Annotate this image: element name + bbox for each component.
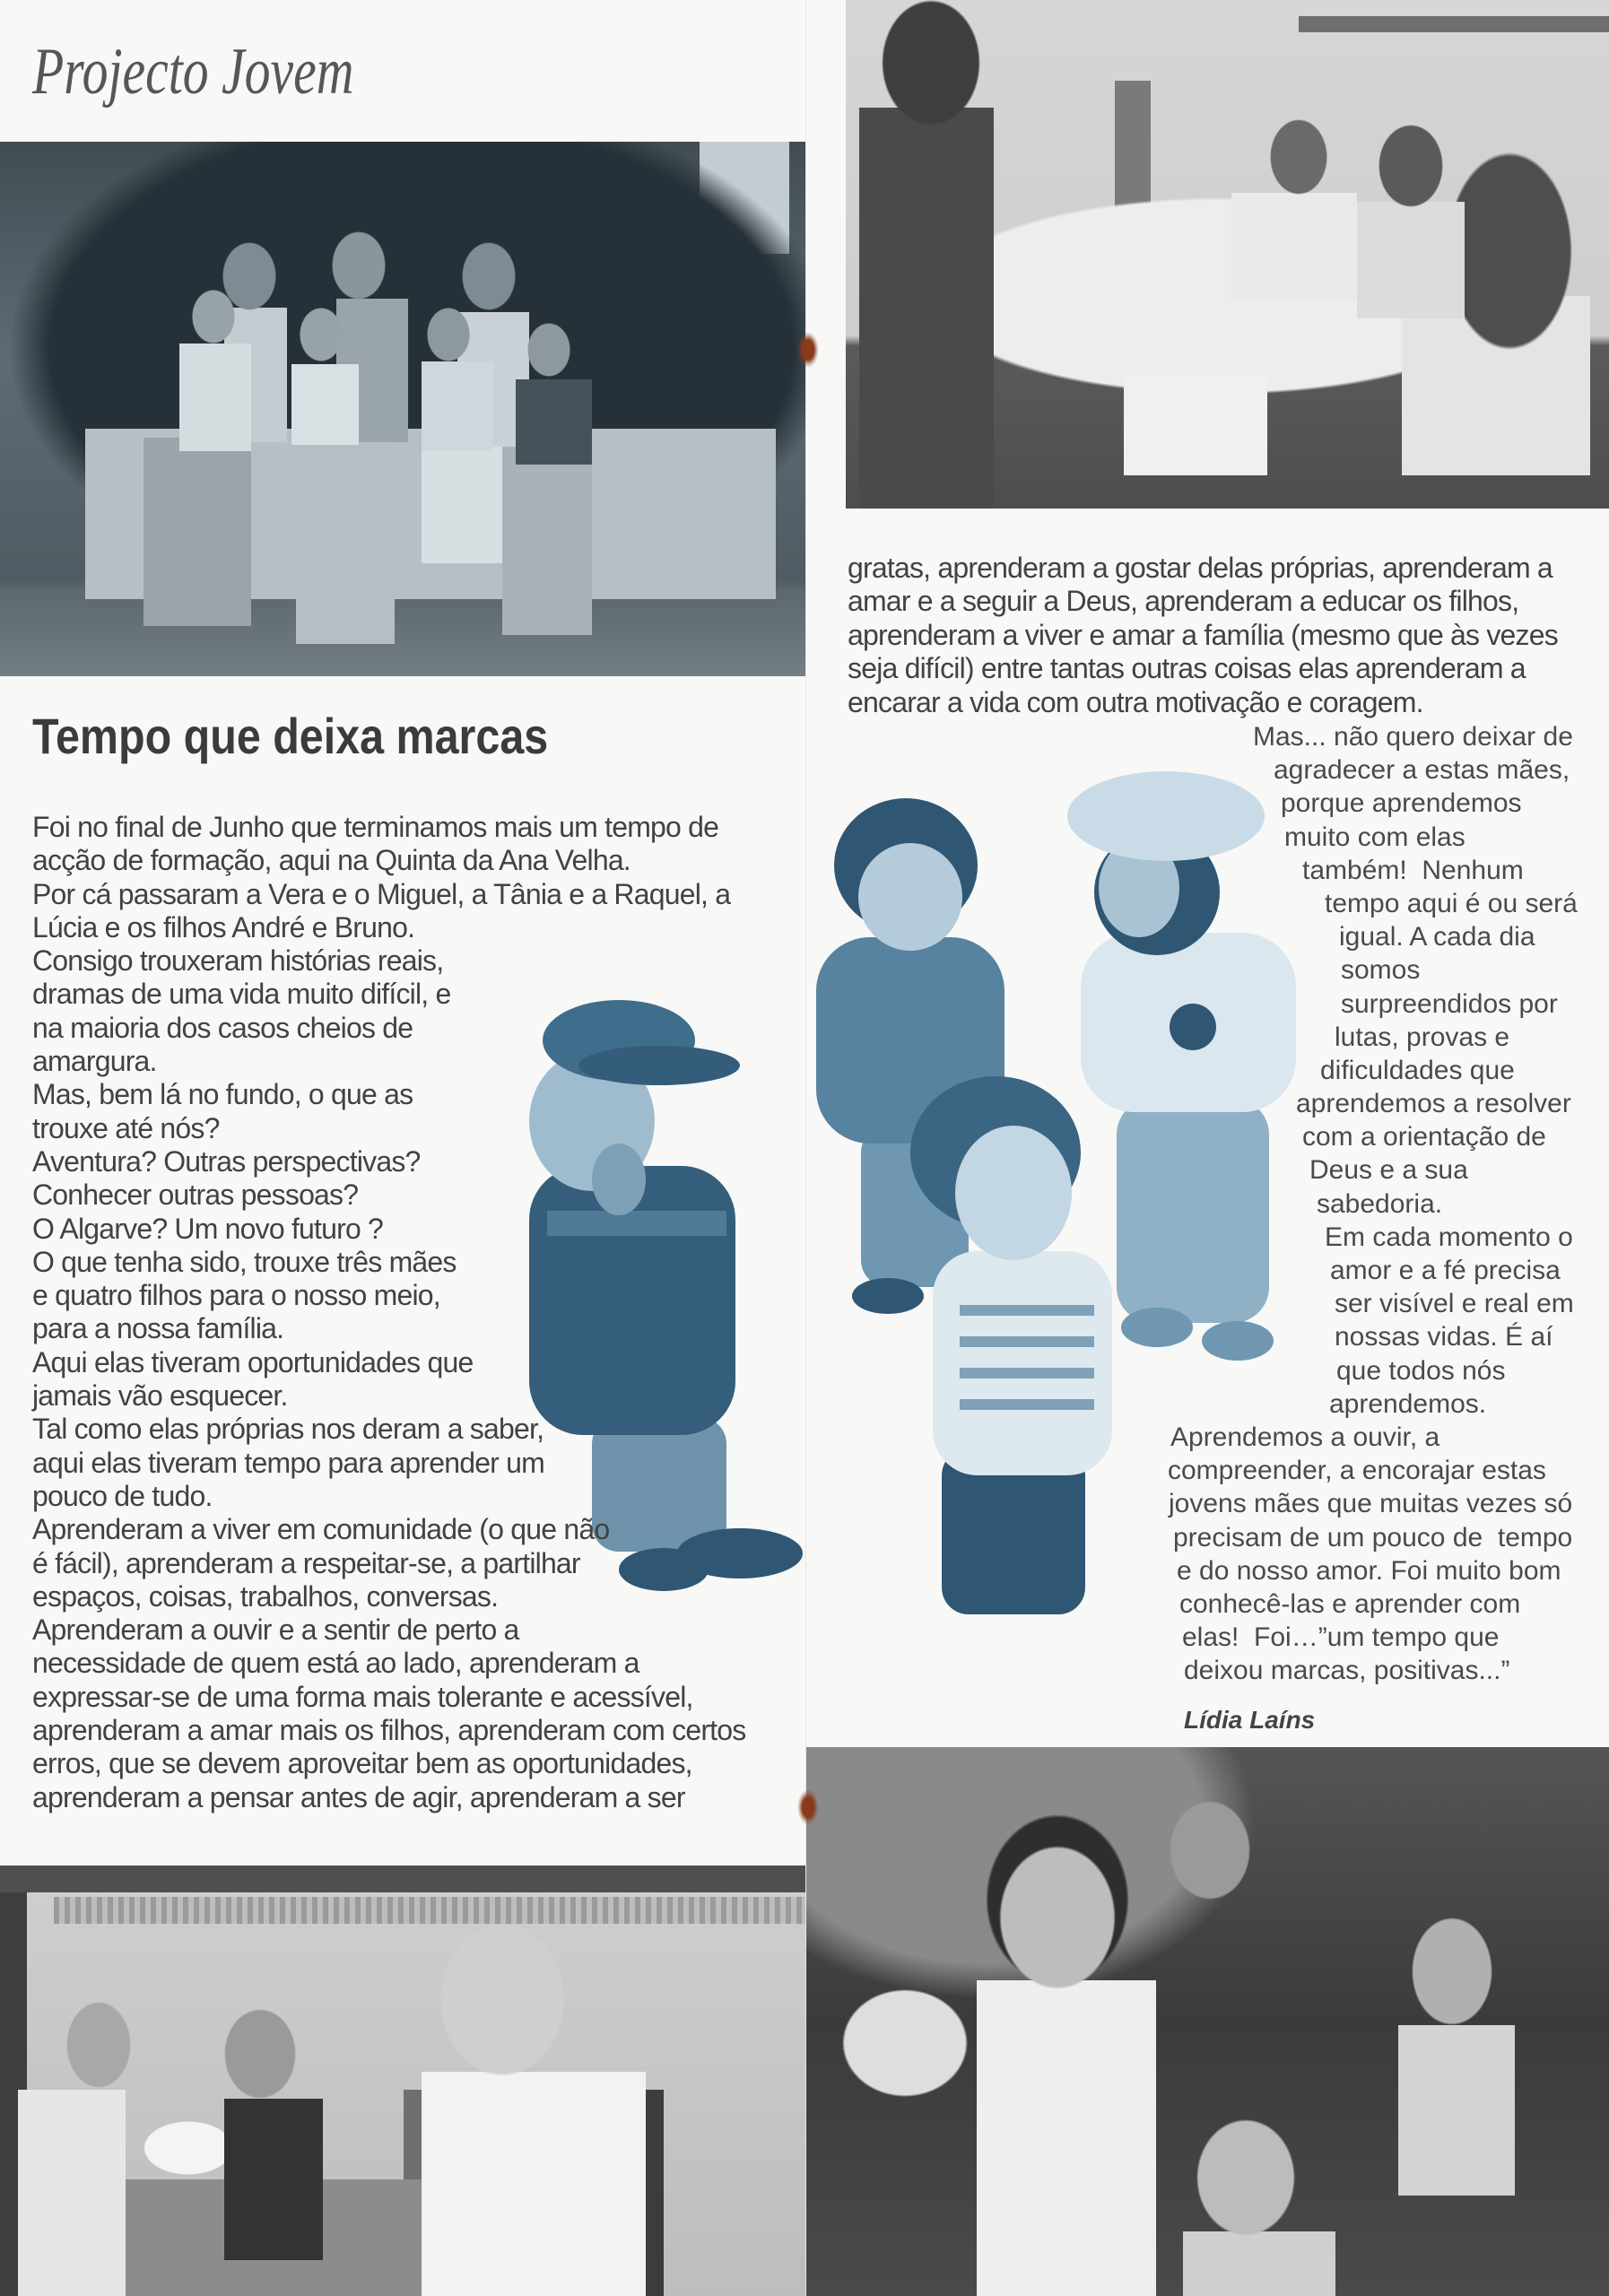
body-line: espaços, coisas, trabalhos, conversas. (32, 1579, 499, 1613)
closing-line: porque aprendemos (1281, 788, 1522, 819)
family-group-photo (0, 142, 805, 676)
closing-line: aprendemos a resolver (1296, 1089, 1571, 1119)
article-body-right-column (848, 552, 1558, 719)
closing-line: ser visível e real em (1335, 1289, 1574, 1319)
stain-mark (797, 332, 819, 368)
body-line: jamais vão esquecer. (32, 1379, 288, 1413)
closing-line: deixou marcas, positivas...” (1184, 1656, 1510, 1686)
child-figure (910, 1076, 1112, 1614)
closing-line: aprendemos. (1329, 1388, 1487, 1419)
closing-line: muito com elas (1284, 822, 1465, 852)
body-line: expressar-se de uma forma mais tolerante e acessível, (32, 1680, 693, 1713)
closing-line: Deus e a sua (1309, 1155, 1468, 1186)
body-line: Mas, bem lá no fundo, o que as (32, 1078, 413, 1111)
closing-line: sabedoria. (1317, 1188, 1443, 1219)
body-line: aqui elas tiveram tempo para aprender um (32, 1446, 544, 1479)
closing-line: somos (1341, 955, 1421, 986)
body-line: para a nossa família. (32, 1312, 284, 1345)
body-line: na maioria dos casos cheios de (32, 1011, 413, 1044)
article-title: Tempo que deixa marcas (32, 708, 549, 764)
body-line: aprenderam a amar mais os filhos, aprenderam com certos (32, 1714, 746, 1747)
child-shoe (852, 1278, 924, 1314)
child-sweater (933, 1251, 1112, 1475)
child-sweater-stripe (960, 1399, 1094, 1410)
body-line: Consigo trouxeram histórias reais, (32, 944, 444, 978)
body-line: aprenderam a viver e amar a família (mesmo que às vezes (848, 618, 1558, 651)
closing-line: com a orientação de (1302, 1122, 1546, 1152)
closing-line: jovens mães que muitas vezes só (1169, 1489, 1573, 1519)
body-line: dramas de uma vida muito difícil, e (32, 978, 451, 1011)
closing-line: Mas... não quero deixar de (1253, 722, 1573, 752)
closing-line: igual. A cada dia (1339, 922, 1535, 952)
closing-line: Aprendemos a ouvir, a (1170, 1422, 1440, 1452)
body-line: acção de formação, aqui na Quinta da Ana Velha. (32, 844, 631, 877)
child-sweater-stripe (960, 1305, 1094, 1316)
body-line: amargura. (32, 1045, 157, 1078)
classroom-photo (846, 0, 1609, 509)
article-body-left-column (32, 811, 745, 1814)
closing-line: que todos nós (1336, 1355, 1506, 1386)
body-line: é fácil), aprenderam a respeitar-se, a partilhar (32, 1546, 580, 1579)
child-face (955, 1126, 1072, 1260)
children-garden-photo (806, 1747, 1609, 2296)
body-line: Lúcia e os filhos André e Bruno. (32, 910, 415, 944)
closing-line: conhecê-las e aprender com (1179, 1588, 1521, 1619)
body-line: O Algarve? Um novo futuro ? (32, 1212, 384, 1245)
body-line: Aventura? Outras perspectivas? (32, 1144, 421, 1178)
body-line: Aprenderam a viver em comunidade (o que não (32, 1513, 610, 1546)
body-line: Aprenderam a ouvir e a sentir de perto a (32, 1613, 519, 1647)
closing-line: nossas vidas. É aí (1335, 1322, 1553, 1352)
closing-line: precisam de um pouco de tempo (1173, 1522, 1573, 1552)
body-line: pouco de tudo. (32, 1479, 213, 1512)
body-line: Foi no final de Junho que terminamos mais um tempo de (32, 811, 719, 843)
body-line: erros, que se devem aproveitar bem as oportunidades, (32, 1747, 692, 1780)
closing-line: tempo aqui é ou será (1325, 888, 1578, 918)
closing-line: lutas, provas e (1335, 1022, 1510, 1052)
body-line: aprenderam a pensar antes de agir, aprenderam a ser (32, 1780, 685, 1813)
closing-line: também! Nenhum (1302, 855, 1524, 885)
body-line: Conhecer outras pessoas? (32, 1178, 359, 1212)
author-signature: Lídia Laíns (1184, 1706, 1316, 1735)
closing-line: Em cada momento o (1325, 1222, 1573, 1252)
closing-line: amor e a fé precisa (1330, 1256, 1561, 1285)
article-closing-text (1157, 720, 1578, 1736)
closing-line: e do nosso amor. Foi muito bom (1177, 1555, 1561, 1586)
closing-line: compreender, a encorajar estas (1168, 1456, 1546, 1486)
closing-line: surpreendidos por (1341, 988, 1558, 1019)
body-line: Aqui elas tiveram oportunidades que (32, 1345, 474, 1378)
child-face (858, 843, 962, 951)
child-sweater-stripe (960, 1368, 1094, 1378)
closing-line: dificuldades que (1320, 1055, 1515, 1085)
stain-mark (797, 1789, 819, 1825)
section-title: Projecto Jovem (32, 35, 354, 109)
body-line: gratas, aprenderam a gostar delas próprias, aprenderam a (848, 552, 1552, 584)
body-line: trouxe até nós? (32, 1111, 220, 1144)
closing-line: agradecer a estas mães, (1274, 755, 1570, 786)
body-line: seja difícil) entre tantas outras coisas elas aprenderam a (848, 652, 1526, 685)
body-line: Por cá passaram a Vera e o Miguel, a Tânia e a Raquel, a (32, 877, 731, 910)
body-line: O que tenha sido, trouxe três mães (32, 1245, 457, 1278)
body-line: necessidade de quem está ao lado, aprenderam a (32, 1647, 639, 1680)
kitchen-photo (0, 1866, 805, 2296)
body-line: Tal como elas próprias nos deram a saber, (32, 1413, 544, 1446)
body-line: e quatro filhos para o nosso meio, (32, 1279, 440, 1312)
closing-line: elas! Foi…”um tempo que (1182, 1622, 1500, 1653)
body-line: amar e a seguir a Deus, aprenderam a educar os filhos, (848, 585, 1519, 618)
child-sweater-stripe (960, 1336, 1094, 1347)
body-line: encarar a vida com outra motivação e coragem. (848, 685, 1423, 718)
